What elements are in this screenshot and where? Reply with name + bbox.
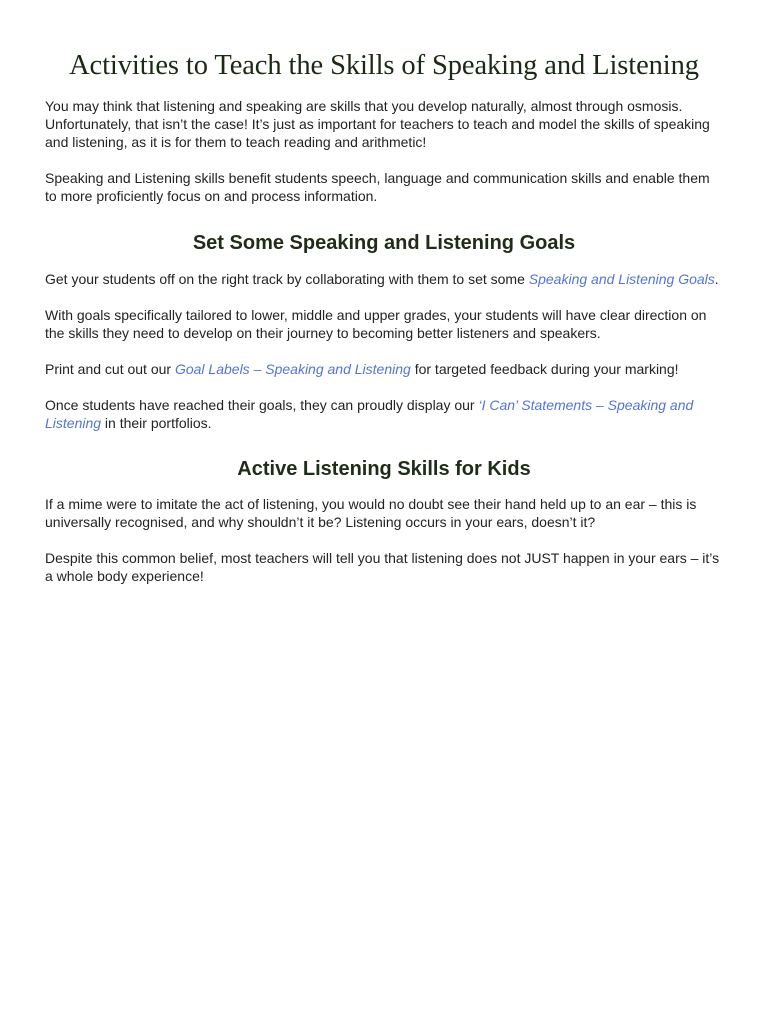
goals-paragraph-3-text: Print and cut out our	[45, 361, 175, 377]
goals-paragraph-4-text: Once students have reached their goals, they can proudly display our	[45, 397, 479, 413]
active-paragraph-1: If a mime were to imitate the act of listening, you would no doubt see their hand held up to an ear – this is universally recognised, and why shouldn’t it be? Listening occurs in your ears, doesn’t it?	[45, 496, 697, 530]
speaking-listening-goals-link[interactable]: Speaking and Listening Goals	[528, 271, 715, 287]
goals-paragraph-4	[45, 396, 723, 432]
active-paragraph-2: Despite this common belief, most teachers will tell you that listening does not JUST happen in your ears – it’s a whole body experience!	[45, 550, 720, 584]
intro-paragraph-1: You may think that listening and speaking are skills that you develop naturally, almost through osmosis. Unfortunately, that isn’t the case! It’s just as important for teachers to teach and model the skills of speaking and listening, as it is for them to teach reading and arithmetic!	[45, 98, 710, 150]
goals-paragraph-2: With goals specifically tailored to lower, middle and upper grades, your students will have clear direction on the skills they need to develop on their journey to becoming better listeners and speakers.	[45, 307, 707, 341]
goals-paragraph-1-text: Get your students off on the right track by collaborating with them to set some	[45, 271, 529, 287]
goals-paragraph-3	[45, 360, 723, 378]
intro-paragraph-2: Speaking and Listening skills benefit students speech, language and communication skills and enable them to more proficiently focus on and process information.	[45, 170, 710, 204]
i-can-statements-link[interactable]: ‘I Can’ Statements – Speaking and Listening	[45, 397, 694, 431]
goals-paragraph-4-end: in their portfolios.	[101, 415, 212, 431]
goals-paragraph-1-end: .	[714, 271, 719, 287]
page-title: Activities to Teach the Skills of Speaking and Listening	[69, 50, 699, 81]
goal-labels-link[interactable]: Goal Labels – Speaking and Listening	[174, 361, 411, 377]
section-heading-goals: Set Some Speaking and Listening Goals	[192, 232, 576, 254]
goals-paragraph-3-end: for targeted feedback during your marking!	[410, 361, 679, 377]
goals-paragraph-1	[45, 270, 723, 288]
section-heading-active-listening: Active Listening Skills for Kids	[237, 458, 531, 480]
